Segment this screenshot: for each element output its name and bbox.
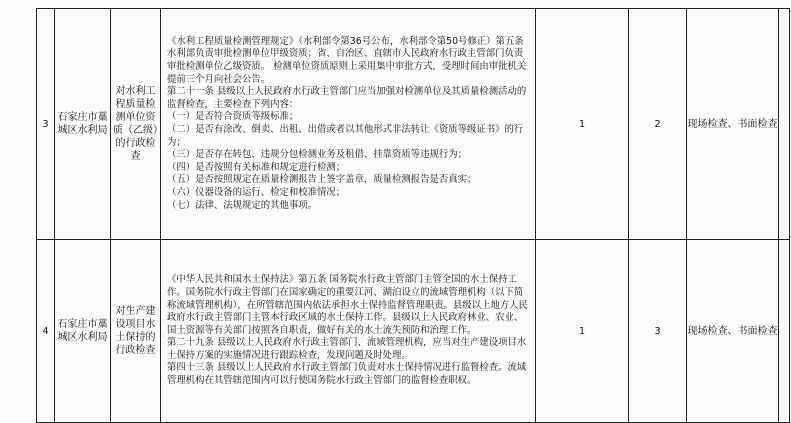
row-index: 3 — [37, 9, 55, 240]
department-cell: 石家庄市藁城区水利局 — [55, 240, 111, 423]
legal-basis-cell — [161, 9, 536, 240]
basis-paragraph: （二）是否有涂改、倒卖、出租、出借或者以其他形式非法转让《资质等级证书》的行为； — [167, 124, 524, 148]
count-cell: 3 — [629, 240, 687, 423]
basis-paragraph: 《中华人民共和国水土保持法》第五条 国务院水行政主管部门主管全国的水土保持工作。国务院水行政主管部门在国家确定的重要江河、湖泊设立的流域管理机构（以下简称流域管理机构），在所管辖范围内依法承担水土保持监督管理职责。县级以上地方人民政府水行政主管部门主管本行政区域的水土保持工作。县级以上人民政府林业、农业、国土资源等有关部门按照各自职责，做好有关的水土流失预防和治理工作。 — [167, 274, 528, 336]
basis-paragraph: （三）是否存在转包、违规分包检测业务及租借、挂靠资质等违规行为； — [167, 149, 468, 161]
empty-cell — [779, 240, 790, 423]
basis-paragraph: （七）法律、法规规定的其他事项。 — [167, 199, 318, 211]
table-row — [37, 240, 790, 423]
method-cell: 现场检查、书面检查 — [687, 9, 779, 240]
legal-basis-cell — [161, 240, 536, 423]
department-cell: 石家庄市藁城区水利局 — [55, 9, 111, 240]
count-cell: 1 — [536, 9, 629, 240]
basis-paragraph: 《水利工程质量检测管理规定》（水利部令第36号公布，水利部令第50号修正）第五条 水利部负责审批检测单位甲级资质；省、自治区、直辖市人民政府水行政主管部门负责审批检测单位乙级资质。 检测单位资质原则上采用集中审批方式，受理时间由审批机关提前三个月向社会公告。 — [167, 35, 527, 85]
inspection-item-cell: 对水利工程质量检测单位资质（乙级）的行政检查 — [111, 9, 161, 240]
basis-paragraph: 第二十九条 县级以上人民政府水行政主管部门、流域管理机构，应当对生产建设项目水土保持方案的实施情况进行跟踪检查，发现问题及时处理。 — [167, 337, 527, 361]
row-index: 4 — [37, 240, 55, 423]
basis-paragraph: （六）仪器设备的运行、检定和校准情况； — [167, 186, 346, 198]
basis-paragraph: 第二十一条 县级以上人民政府水行政主管部门应当加强对检测单位及其质量检测活动的监督检查，主要检查下列内容： — [167, 86, 527, 110]
empty-cell — [779, 9, 790, 240]
basis-paragraph: （四）是否按照有关标准和规定进行检测； — [167, 161, 346, 173]
basis-paragraph: （一）是否符合资质等级标准； — [167, 111, 299, 123]
basis-paragraph: （五）是否按照规定在质量检测报告上签字盖章，质量检测报告是否真实； — [167, 174, 477, 186]
table-row — [37, 9, 790, 240]
inspection-item-cell: 对生产建设项目水土保持的行政检查 — [111, 240, 161, 423]
count-cell: 2 — [629, 9, 687, 240]
inspection-table — [36, 8, 790, 423]
count-cell: 1 — [536, 240, 629, 423]
basis-paragraph: 第四十三条 县级以上人民政府水行政主管部门负责对水土保持情况进行监督检查。流域管理机构在其管辖范围内可以行使国务院水行政主管部门的监督检查职权。 — [167, 362, 527, 387]
method-cell: 现场检查、书面检查 — [687, 240, 779, 423]
